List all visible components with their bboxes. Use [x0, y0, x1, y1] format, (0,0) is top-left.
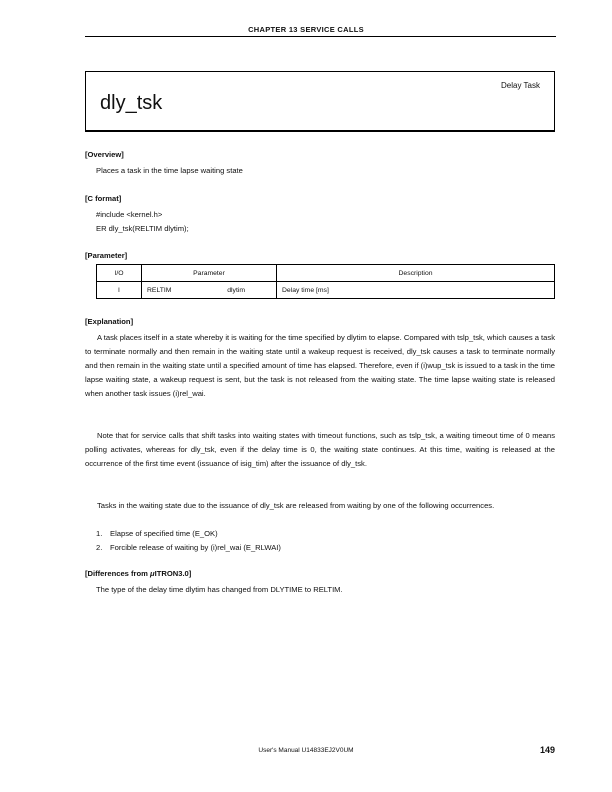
param-name: dlytim [227, 286, 245, 294]
page-number: 149 [539, 745, 555, 755]
param-io: I [97, 282, 142, 299]
service-call-name: dly_tsk [100, 92, 163, 114]
header-rule [85, 36, 556, 37]
overview-text: Places a task in the time lapse waiting state [96, 166, 243, 175]
explanation-heading: [Explanation] [85, 317, 134, 326]
service-call-category: Delay Task [501, 81, 540, 90]
differences-text: The type of the delay time dlytim has changed from DLYTIME to RELTIM. [96, 585, 343, 594]
c-format-include: #include <kernel.h> [96, 210, 163, 219]
column-header-description: Description [277, 265, 555, 282]
differences-heading: [Differences from μITRON3.0] [85, 569, 192, 578]
column-header-io: I/O [97, 265, 142, 282]
column-header-parameter: Parameter [142, 265, 277, 282]
param-description: Delay time [ms] [277, 282, 555, 299]
explanation-paragraph-2 [85, 429, 555, 471]
param-cell [142, 282, 277, 299]
overview-heading: [Overview] [85, 150, 124, 159]
c-format-heading: [C format] [85, 194, 122, 203]
title-box-underline [85, 131, 555, 132]
explanation-paragraph-3 [85, 499, 555, 513]
explanation-paragraph-1 [85, 331, 555, 401]
paragraph-text: A task places itself in a state whereby it is waiting for the time specified by dlytim to elapse. Compared with tslp_tsk, which causes a task to terminate normally and then remain in the waiting state until a wakeup request is received, dly_tsk causes a task to terminate normally and then remain in the waiting state until a specified amount of time has elapsed. Therefore, even if (i)wup_tsk is issued to a task in the time lapse waiting state, a wakeup request is sent, but the task is not released from the waiting state. The time lapse waiting state is released when another task issues (i)rel_wai. [85, 333, 555, 398]
list-item: 1. Elapse of specified time (E_OK) [96, 529, 218, 538]
parameter-heading: [Parameter] [85, 251, 128, 260]
chapter-header: CHAPTER 13 SERVICE CALLS [248, 25, 364, 34]
list-item: 2. Forcible release of waiting by (i)rel_wai (E_RLWAI) [96, 543, 281, 552]
paragraph-text: Note that for service calls that shift tasks into waiting states with timeout functions, such as tslp_tsk, a waiting timeout time of 0 means polling activates, whereas for dly_tsk, even if the delay time is 0, the waiting state continues. At this time, waiting is released at the occurrence of the first time event (issuance of isig_tim) after the issuance of dly_tsk. [85, 431, 555, 468]
parameter-table [96, 264, 555, 299]
paragraph-text: Tasks in the waiting state due to the issuance of dly_tsk are released from waiting by one of the following occurrences. [97, 501, 495, 510]
c-format-prototype: ER dly_tsk(RELTIM dlytim); [96, 224, 189, 233]
parameter-table-header [97, 265, 555, 282]
title-box [85, 71, 555, 131]
table-row [97, 282, 555, 299]
param-type: RELTIM [147, 286, 172, 294]
footer-manual-id: User's Manual U14833EJ2V0UM [258, 747, 354, 754]
